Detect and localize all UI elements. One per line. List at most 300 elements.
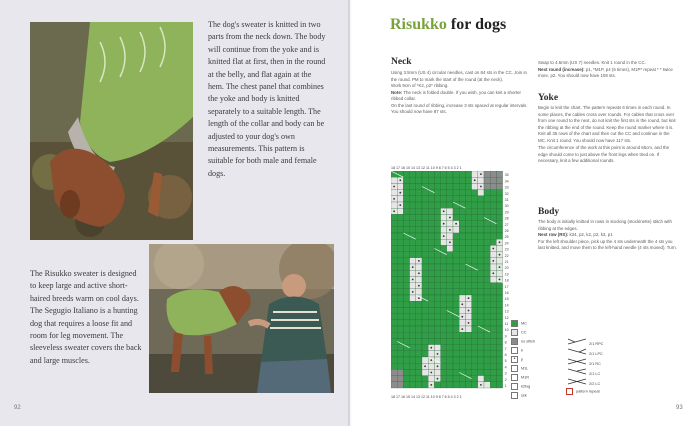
left-page-number: 92 [14, 405, 21, 411]
chart-cell [441, 276, 447, 282]
chart-cell [428, 283, 434, 289]
chart-cell [428, 326, 434, 332]
chart-cell [410, 376, 416, 382]
chart-cell [410, 307, 416, 313]
chart-cell [490, 227, 496, 233]
chart-cell [459, 245, 465, 251]
chart-cell [447, 338, 453, 344]
chart-cell [434, 320, 440, 326]
chart-cell [403, 301, 409, 307]
purl-dot [443, 223, 445, 225]
chart-cell [391, 289, 397, 295]
chart-cell [496, 233, 502, 239]
purl-dot [449, 229, 451, 231]
chart-cell [434, 221, 440, 227]
chart-cell [422, 357, 428, 363]
chart-row-number: 8 [504, 340, 507, 345]
chart-row-number: 32 [504, 191, 509, 196]
chart-cell [391, 239, 397, 245]
chart-cell [403, 227, 409, 233]
legend-21lc [566, 368, 600, 376]
chart-cell [410, 357, 416, 363]
chart-cell [403, 221, 409, 227]
purl-dot [461, 316, 463, 318]
chart-column-numbers-bottom: 18 17 16 15 14 13 12 11 10 9 8 7 6 5 4 3 2 1 [391, 395, 462, 399]
chart-cell [478, 264, 484, 270]
chart-cell [416, 382, 422, 388]
chart-row-number: 29 [504, 210, 509, 215]
chart-cell [428, 208, 434, 214]
legend-p-swatch: • [511, 356, 518, 363]
chart-cell [403, 202, 409, 208]
chart-row-number: 5 [504, 359, 507, 364]
purl-dot [449, 241, 451, 243]
chart-cell [465, 233, 471, 239]
chart-cell [472, 295, 478, 301]
chart-cell [391, 376, 397, 382]
chart-cell [441, 258, 447, 264]
chart-cell [403, 264, 409, 270]
chart-cell [465, 345, 471, 351]
chart-cell [472, 351, 478, 357]
chart-cell [490, 345, 496, 351]
chart-cell [453, 314, 459, 320]
chart-cell [434, 369, 440, 375]
chart-cell [403, 382, 409, 388]
chart-cell [416, 183, 422, 189]
purl-dot [455, 223, 457, 225]
chart-cell [422, 252, 428, 258]
left-paragraph-2: The Risukko sweater is designed to keep large and active short-haired breeds warm on cool days. The Segugio Italiano is a hunting dog that requires a loose fit and room for leg movement. The sleeveless sweater covers the back and large muscles. [30, 269, 142, 365]
cable-22lc-icon [566, 378, 588, 385]
legend-21rc [566, 358, 601, 366]
chart-cell [441, 227, 447, 233]
chart-row-number: 9 [504, 334, 507, 339]
chart-cell [416, 363, 422, 369]
chart-cell [416, 351, 422, 357]
chart-cell [434, 283, 440, 289]
chart-cell [410, 202, 416, 208]
chart-cell [441, 363, 447, 369]
purl-dot [499, 279, 501, 281]
needle-swap: Swap to 4.5mm (US 7) needles. Knit 1 round in the CC. [538, 60, 646, 65]
chart-row-number: 17 [504, 284, 509, 289]
chart-cell [459, 345, 465, 351]
chart-cell [391, 326, 397, 332]
chart-cell [410, 183, 416, 189]
chart-cell [472, 301, 478, 307]
chart-cell [422, 332, 428, 338]
neck-note: The neck is folded double. If you wish, you can knit a shorter ribbed collar. [391, 89, 522, 101]
chart-cell [453, 289, 459, 295]
chart-cell [484, 202, 490, 208]
neck-p4: On the last round of ribbing, increase 3 sts spaced at regular intervals. You should now have 87 sts. [391, 102, 528, 114]
chart-cell [403, 245, 409, 251]
chart-cell [478, 301, 484, 307]
chart-cell [447, 171, 453, 177]
chart-cell [422, 326, 428, 332]
chart-cell [416, 301, 422, 307]
chart-cell [490, 301, 496, 307]
chart-cell [447, 301, 453, 307]
chart-cell [410, 332, 416, 338]
chart-cell [484, 183, 490, 189]
chart-cell [391, 171, 397, 177]
chart-cell [484, 357, 490, 363]
pattern-title-rest: for dogs [446, 16, 507, 33]
chart-cell [490, 208, 496, 214]
chart-cell [453, 208, 459, 214]
chart-cell [496, 177, 502, 183]
chart-cell [490, 276, 496, 282]
chart-cell [496, 314, 502, 320]
chart-cell [465, 177, 471, 183]
chart-cell [478, 283, 484, 289]
chart-cell [441, 264, 447, 270]
chart-cell [459, 382, 465, 388]
legend-21lpc-label: 2/1 LPC [589, 352, 603, 356]
chart-cell [441, 307, 447, 313]
chart-cell [478, 289, 484, 295]
chart-cell [472, 214, 478, 220]
chart-cell [472, 338, 478, 344]
chart-cell [391, 295, 397, 301]
chart-cell [441, 289, 447, 295]
chart-cell [453, 233, 459, 239]
chart-cell [428, 301, 434, 307]
chart-cell [391, 382, 397, 388]
chart-cell [410, 320, 416, 326]
chart-cell [484, 382, 490, 388]
chart-cell [472, 289, 478, 295]
purl-dot [393, 198, 395, 200]
chart-cell [472, 276, 478, 282]
chart-cell [422, 196, 428, 202]
chart-cell [416, 233, 422, 239]
legend-repeat-swatch [566, 388, 573, 395]
chart-cell [403, 345, 409, 351]
chart-row-number: 34 [504, 179, 509, 184]
chart-cell [484, 351, 490, 357]
chart-cell [428, 338, 434, 344]
chart-cell [403, 357, 409, 363]
chart-cell [490, 183, 496, 189]
chart-row-number: 26 [504, 229, 509, 233]
chart-cell [496, 369, 502, 375]
chart-cell [459, 351, 465, 357]
chart-cell [410, 345, 416, 351]
chart-cell [478, 202, 484, 208]
chart-cell [472, 326, 478, 332]
chart-cell [422, 307, 428, 313]
purl-dot [480, 384, 482, 386]
purl-dot [499, 266, 501, 268]
next-round-label: Next round (increase): [538, 66, 585, 72]
chart-cell [478, 376, 484, 382]
chart-cell [397, 270, 403, 276]
chart-cell [478, 227, 484, 233]
chart-cell [472, 233, 478, 239]
chart-cell [434, 264, 440, 270]
chart-cell [447, 258, 453, 264]
chart-cell [416, 276, 422, 282]
chart-cell [397, 221, 403, 227]
chart-cell [422, 183, 428, 189]
chart-cell [416, 345, 422, 351]
chart-cell [403, 363, 409, 369]
purl-dot [430, 359, 432, 361]
chart-cell [397, 320, 403, 326]
chart-cell [416, 221, 422, 227]
chart-row-number: 24 [504, 241, 509, 246]
chart-cell [441, 252, 447, 258]
purl-dot [437, 378, 439, 380]
chart-cell [403, 326, 409, 332]
chart-cell [465, 183, 471, 189]
chart-cell [490, 289, 496, 295]
chart-cell [453, 177, 459, 183]
legend-k-swatch [511, 347, 518, 354]
chart-cell [484, 258, 490, 264]
chart-row-number: 11 [504, 322, 509, 326]
legend-k2tog [511, 383, 530, 390]
chart-cell [410, 227, 416, 233]
chart-cell [403, 233, 409, 239]
chart-cell [428, 320, 434, 326]
chart-cell [453, 270, 459, 276]
chart-cell [410, 258, 416, 264]
purl-dot [393, 186, 395, 188]
chart-cell [422, 239, 428, 245]
purl-dot [430, 384, 432, 386]
chart-cell [391, 252, 397, 258]
chart-cell [397, 351, 403, 357]
chart-cell [434, 177, 440, 183]
chart-cell [490, 171, 496, 177]
chart-cell [416, 357, 422, 363]
chart-row-number: 28 [504, 216, 509, 221]
chart-cell [441, 202, 447, 208]
body-p3: For the left shoulder piece, pick up the 4 sts underneath the 4 sts you last knitted, and move them to the left-hand needle (4 sts moved). Turn. [538, 238, 677, 250]
chart-cell [484, 314, 490, 320]
chart-cell [428, 196, 434, 202]
pattern-title-main: Risukko [390, 16, 447, 33]
legend-ssk [511, 392, 527, 399]
chart-cell [472, 320, 478, 326]
chart-cell [484, 239, 490, 245]
chart-cell [428, 183, 434, 189]
chart-cell [496, 363, 502, 369]
chart-cell [465, 227, 471, 233]
chart-cell [490, 221, 496, 227]
chart-cell [465, 276, 471, 282]
chart-row-number: 3 [504, 371, 507, 376]
chart-cell [410, 301, 416, 307]
yoke-p1: Begin to knit the chart. The pattern repeats 6 times in each round. In some places, the cables cross over rounds. For cables that cross over from one round to the next, do not knit the first sts in the round, but knit the ribbing at the end of the round. Keep the round marker where it is. Knit all 35 rows of the chart and then cut the CC and continue in the MC. Knit 1 round. You should now have 117 sts. [538, 105, 676, 143]
chart-cell [403, 252, 409, 258]
purl-dot [499, 241, 501, 243]
chart-cell [397, 276, 403, 282]
body-heading: Body [538, 207, 560, 217]
chart-cell [478, 196, 484, 202]
chart-cell [410, 208, 416, 214]
chart-row-number: 19 [504, 272, 509, 277]
chart-cell [472, 264, 478, 270]
chart-cell [459, 208, 465, 214]
chart-cell [410, 382, 416, 388]
chart-cell [459, 363, 465, 369]
col2-intro [538, 60, 678, 80]
chart-cell [434, 301, 440, 307]
purl-dot [418, 297, 420, 299]
chart-cell [434, 171, 440, 177]
purl-dot [474, 179, 476, 181]
chart-cell [434, 183, 440, 189]
chart-cell [441, 376, 447, 382]
chart-cell [484, 214, 490, 220]
chart-cell [447, 276, 453, 282]
chart-cell [397, 295, 403, 301]
chart-cell [422, 276, 428, 282]
chart-cell [496, 171, 502, 177]
chart-cell [496, 227, 502, 233]
chart-row-number: 15 [504, 297, 509, 302]
chart-cell [447, 357, 453, 363]
chart-cell [459, 338, 465, 344]
legend-m1l-label: M1L [521, 366, 529, 371]
chart-cell [410, 196, 416, 202]
chart-cell [391, 345, 397, 351]
chart-cell [434, 270, 440, 276]
purl-dot [412, 279, 414, 281]
chart-cell [403, 183, 409, 189]
neck-instructions [391, 70, 533, 116]
chart-cell [484, 332, 490, 338]
chart-cell [403, 171, 409, 177]
chart-cell [447, 208, 453, 214]
chart-cell [428, 171, 434, 177]
chart-cell [465, 252, 471, 258]
chart-cell [459, 221, 465, 227]
chart-cell [403, 276, 409, 282]
chart-cell [472, 270, 478, 276]
chart-cell [484, 227, 490, 233]
chart-cell [490, 264, 496, 270]
chart-cell [397, 239, 403, 245]
chart-cell [453, 190, 459, 196]
chart-cell [490, 363, 496, 369]
chart-cell [397, 345, 403, 351]
chart-cell [484, 295, 490, 301]
chart-cell [453, 307, 459, 313]
chart-cell [434, 239, 440, 245]
purl-dot [430, 372, 432, 374]
chart-cell [422, 283, 428, 289]
purl-dot [480, 173, 482, 175]
chart-cell [459, 202, 465, 208]
chart-cell [391, 177, 397, 183]
chart-cell [447, 233, 453, 239]
chart-cell [472, 363, 478, 369]
chart-cell [416, 314, 422, 320]
chart-cell [403, 270, 409, 276]
chart-cell [465, 326, 471, 332]
chart-cell [472, 357, 478, 363]
chart-cell [478, 252, 484, 258]
chart-cell [459, 295, 465, 301]
chart-cell [453, 326, 459, 332]
chart-row-number: 2 [504, 377, 507, 382]
chart-cell [441, 183, 447, 189]
chart-cell [416, 202, 422, 208]
chart-cell [416, 252, 422, 258]
chart-cell [422, 227, 428, 233]
purl-dot [399, 192, 401, 194]
chart-cell [465, 245, 471, 251]
chart-cell [484, 177, 490, 183]
chart-cell [428, 227, 434, 233]
chart-cell [496, 332, 502, 338]
chart-cell [391, 270, 397, 276]
purl-dot [424, 365, 426, 367]
chart-cell [434, 314, 440, 320]
chart-cell [410, 283, 416, 289]
chart-cell [496, 345, 502, 351]
chart-cell [453, 239, 459, 245]
chart-cell [484, 171, 490, 177]
chart-cell [403, 351, 409, 357]
chart-cell [441, 196, 447, 202]
chart-cell [434, 233, 440, 239]
chart-cell [410, 326, 416, 332]
chart-cell [422, 289, 428, 295]
legend-p [511, 356, 523, 363]
purl-dot [499, 254, 501, 256]
chart-cell [459, 307, 465, 313]
legend-k-label: k [521, 348, 523, 353]
chart-cell [428, 332, 434, 338]
purl-dot [437, 353, 439, 355]
legend-m1r-swatch [511, 374, 518, 381]
chart-cell [422, 369, 428, 375]
purl-dot [461, 303, 463, 305]
chart-cell [496, 208, 502, 214]
chart-cell [459, 171, 465, 177]
chart-cell [441, 338, 447, 344]
chart-cell [391, 301, 397, 307]
chart-cell [397, 208, 403, 214]
chart-cell [416, 171, 422, 177]
chart-cell [422, 258, 428, 264]
chart-cell [484, 252, 490, 258]
legend-mc-swatch [511, 320, 518, 327]
neck-p3 [391, 90, 533, 103]
chart-cell [496, 289, 502, 295]
chart-cell [484, 376, 490, 382]
chart-cell [453, 345, 459, 351]
chart-cell [434, 190, 440, 196]
purl-dot [412, 291, 414, 293]
chart-cell [459, 276, 465, 282]
chart-cell [453, 276, 459, 282]
chart-cell [441, 320, 447, 326]
chart-cell [422, 376, 428, 382]
chart-cell [434, 289, 440, 295]
purl-dot [430, 347, 432, 349]
chart-cell [459, 190, 465, 196]
legend-k [511, 347, 523, 354]
chart-cell [472, 183, 478, 189]
